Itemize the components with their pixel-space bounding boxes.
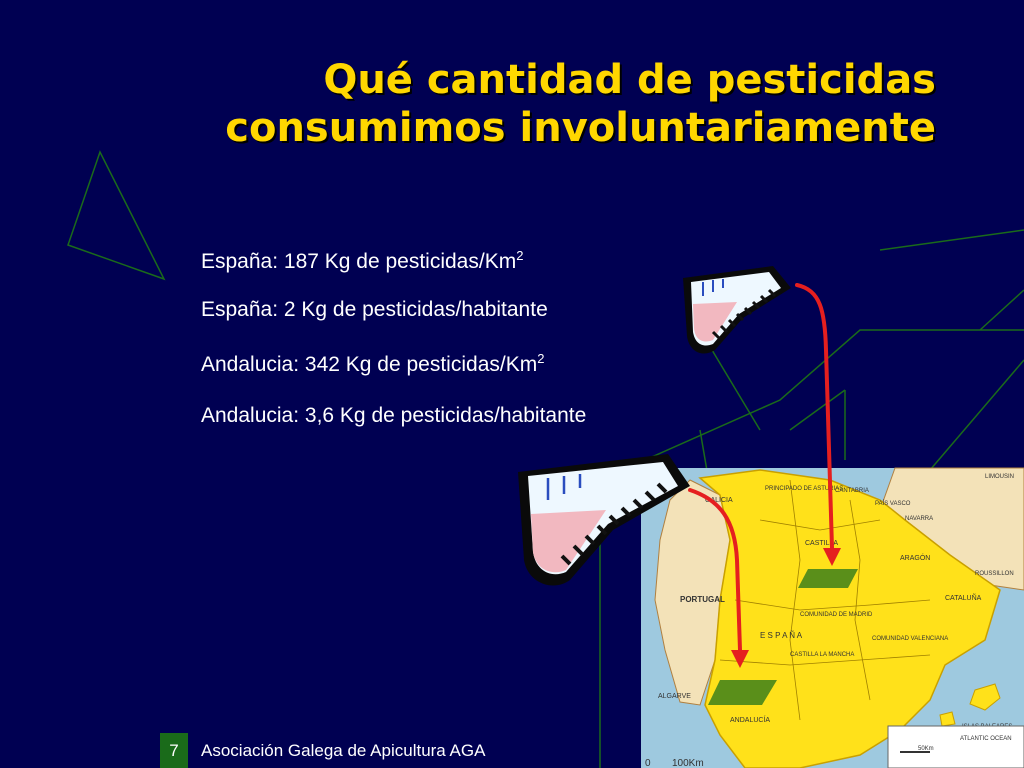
flask-icon (683, 266, 791, 354)
map-label-castilla: CASTILLA (805, 540, 839, 547)
map-scale-100: 100Km (672, 758, 704, 768)
map-label-andalucia: ANDALUCÍA (730, 717, 771, 724)
map-scale-50: 50Km (918, 746, 934, 752)
stat-line-andalucia-area: Andalucia: 342 Kg de pesticidas/Km$^2$ (201, 351, 545, 376)
page-number: 7 (160, 733, 188, 768)
map-label-valencia: COMUNIDAD VALENCIANA (872, 636, 949, 642)
map-label-roussillon: ROUSSILLON (975, 571, 1014, 577)
map-label-cantabria: CANTABRIA (835, 488, 869, 494)
title-line-1: Qué cantidad de pesticidas (323, 57, 936, 103)
map-label-castilla-la-mancha: CASTILLA LA MANCHA (790, 652, 855, 658)
stat-line-spain-area: España: 187 Kg de pesticidas/Km$^2$ (201, 248, 524, 273)
title-line-2: consumimos involuntariamente (225, 105, 936, 151)
map-label-madrid: COMUNIDAD DE MADRID (800, 612, 873, 618)
map-label-asturias: PRINCIPADO DE ASTURIAS (765, 486, 844, 492)
map-label-atlantic: ATLANTIC OCEAN (960, 736, 1012, 742)
map-label-galicia: GALICIA (705, 497, 733, 504)
map-label-cataluna: CATALUÑA (945, 595, 982, 602)
map-scale-0: 0 (645, 758, 651, 768)
map-label-espana: E S P A Ñ A (760, 631, 803, 640)
stat-line-spain-capita: España: 2 Kg de pesticidas/habitante (201, 298, 548, 321)
map-label-limousin: LIMOUSIN (985, 474, 1015, 480)
spain-region-marker (798, 569, 858, 588)
map-label-pais-vasco: PAÍS VASCO (875, 501, 911, 507)
stat-line-andalucia-capita: Andalucia: 3,6 Kg de pesticidas/habitante (201, 404, 587, 427)
map-label-aragon: ARAGÓN (900, 555, 931, 562)
map-label-portugal: PORTUGAL (680, 595, 725, 604)
footer-organization: Asociación Galega de Apicultura AGA (201, 741, 486, 760)
map-label-algarve: ALGARVE (658, 693, 691, 700)
map-legend (888, 726, 1024, 768)
map-label-navarra: NAVARRA (905, 516, 934, 522)
